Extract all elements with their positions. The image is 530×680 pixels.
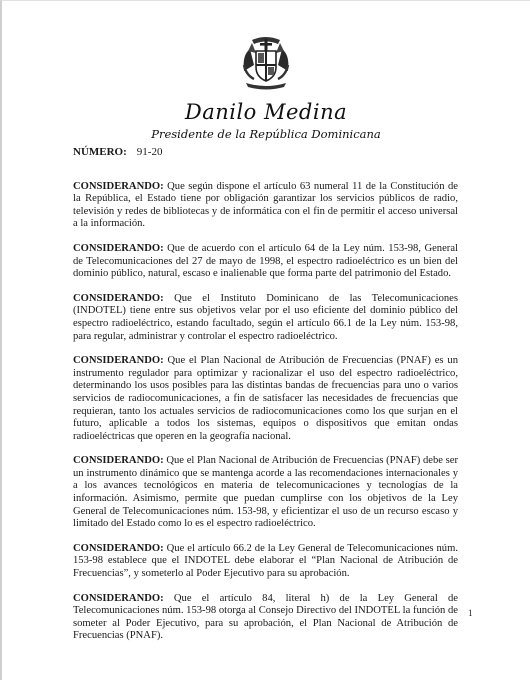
considerando-text: Que el Plan Nacional de Atribución de Frecuencias (PNAF) es un instrumento regulador para optimizar y racionalizar el uso del espectro radioeléctrico, determinando los usos posibles para las distintas bandas de frecuencias para uno o varios servicios de radiocomunicaciones, a fin de satisfacer las necesidades de frecuencias que requieran, tanto los actuales servicios de radiocomunicaciones como los que surjan en el futuro, aplicable a todos los sistemas, equipos o dispositivos que emitan ondas radioeléctricas que operen en la geografía nacional. [73,355,458,442]
letterhead [2,31,530,141]
decree-number [73,146,458,159]
decree-number-label: NÚMERO: [73,146,127,158]
considerando-text: Que el Plan Nacional de Atribución de Frecuencias (PNAF) debe ser un instrumento dinámico que se mantenga acorde a las recomendaciones internacionales y a los avances tecnológicos en materia de telecomunicaciones y tecnologías de la información. Asimismo, permite que puedan cumplirse con los objetivos de la Ley General de Telecomunicaciones núm. 153-98, y eficientizar el uso de un recurso escaso y limitado del Estado como lo es el espectro radioeléctrico. [73,455,458,530]
president-title: Presidente de la República Dominicana [151,127,381,141]
considerando-text: Que el artículo 66.2 de la Ley General de Telecomunicaciones núm. 153-98 establece que el INDOTEL debe elaborar el “Plan Nacional de Atribución de Frecuencias”, y someterlo al Poder Ejecutivo para su aprobación. [73,542,458,580]
considerando-text: Que el Instituto Dominicano de las Telecomunicaciones (INDOTEL) tiene entre sus objetivos velar por el uso eficiente del dominio público del espectro radioeléctrico, estando facultado, según el artículo 66.1 de la Ley núm. 153-98, para regular, administrar y controlar el espectro radioeléctrico. [73,292,458,342]
considerando-paragraph-1 [73,181,458,231]
considerando-keyword: CONSIDERANDO: [73,542,164,554]
president-name: Danilo Medina [184,100,348,124]
considerando-paragraph-7 [73,593,458,643]
considerando-text: Que el artículo 84, literal h) de la Ley General de Telecomunicaciones núm. 153-98 otorga al Consejo Directivo del INDOTEL la función de someter al Poder Ejecutivo, para su aprobación, el Plan Nacional de Atribución de Frecuencias (PNAF). [73,592,459,642]
page-number: 1 [468,608,473,618]
considerando-keyword: CONSIDERANDO: [73,592,164,604]
considerando-paragraph-2 [73,243,458,281]
considerando-paragraph-4 [73,355,458,443]
considerando-text: Que según dispone el artículo 63 numeral 11 de la Constitución de la República, el Estado tiene por obligación garantizar los servicios públicos de radio, televisión y redes de bibliotecas y de informática con el fin de permitir el acceso universal a la información. [73,180,458,230]
considerando-keyword: CONSIDERANDO: [73,455,164,467]
considerando-paragraph-5 [73,455,458,531]
decree-number-value: 91-20 [136,146,163,158]
considerando-keyword: CONSIDERANDO: [73,292,164,304]
considerando-paragraph-3 [73,293,458,343]
considerando-keyword: CONSIDERANDO: [73,180,164,192]
considerando-paragraph-6 [73,543,458,581]
coat-of-arms-icon [232,31,300,91]
considerando-keyword: CONSIDERANDO: [73,355,164,367]
considerando-text: Que de acuerdo con el artículo 64 de la Ley núm. 153-98, General de Telecomunicaciones del 27 de mayo de 1998, el espectro radioeléctrico es un bien del dominio público, natural, escaso e inalienable que forma parte del patrimonio del Estado. [73,242,458,280]
document-body [73,146,458,655]
considerando-keyword: CONSIDERANDO: [73,242,164,254]
